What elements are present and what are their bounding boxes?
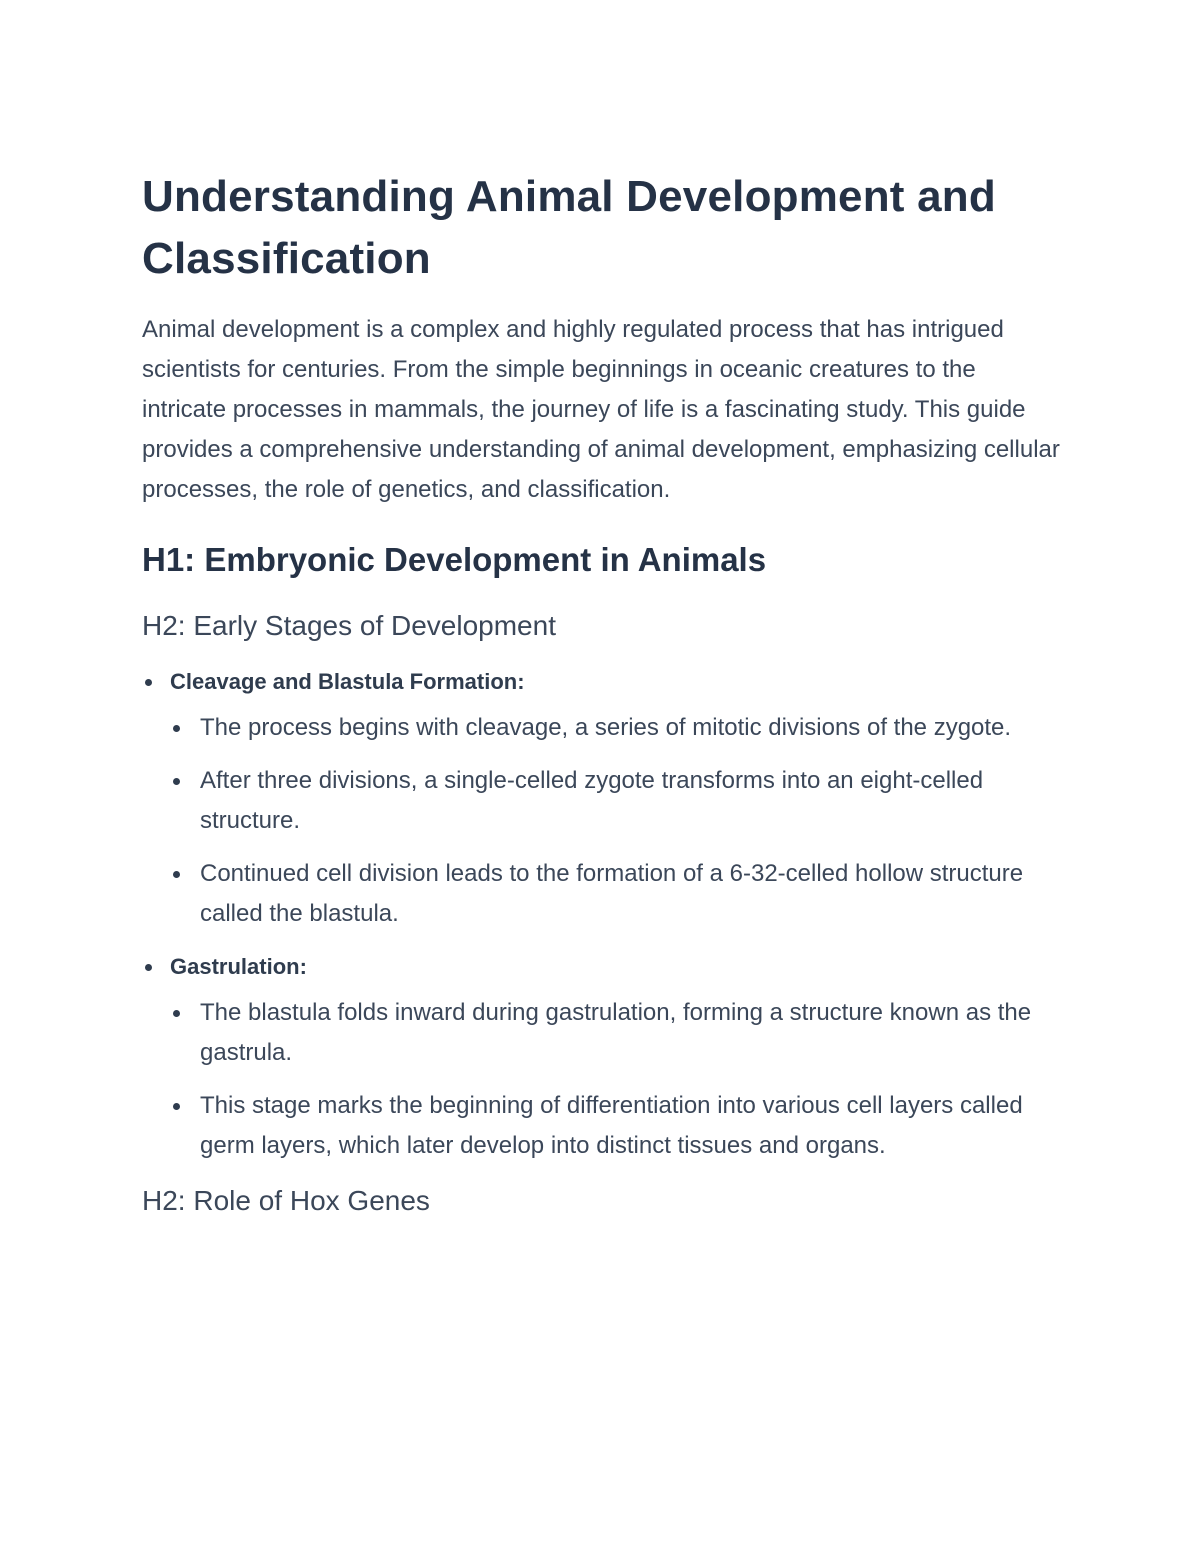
subsection-heading-early-stages: H2: Early Stages of Development	[142, 610, 556, 641]
subsection-heading-hox-genes: H2: Role of Hox Genes	[142, 1185, 430, 1216]
early-stages-list	[142, 662, 1062, 1166]
list-item-text: Continued cell division leads to the formation of a 6-32-celled hollow structure called the blastula.	[200, 860, 1024, 927]
list-item-text: After three divisions, a single-celled zygote transforms into an eight-celled structure.	[200, 767, 984, 834]
list-item	[170, 761, 1062, 841]
list-item-cleavage	[142, 662, 1062, 934]
bullet-icon	[173, 1010, 180, 1017]
bullet-icon	[173, 778, 180, 785]
document-page	[142, 166, 1062, 1223]
list-item-text: The blastula folds inward during gastrulation, forming a structure known as the gastrula.	[200, 999, 1032, 1066]
document-title: Understanding Animal Development and Classification	[142, 172, 996, 283]
bullet-icon	[173, 725, 180, 732]
section-heading-embryonic-development: H1: Embryonic Development in Animals	[142, 541, 767, 578]
list-item-label: Cleavage and Blastula Formation:	[170, 669, 525, 694]
bullet-icon	[173, 871, 180, 878]
list-item-text: The process begins with cleavage, a series of mitotic divisions of the zygote.	[200, 714, 1012, 741]
list-item	[170, 1086, 1062, 1166]
bullet-icon	[145, 964, 152, 971]
list-item-text: This stage marks the beginning of differentiation into various cell layers called germ layers, which later develop into distinct tissues and organs.	[200, 1092, 1023, 1159]
gastrulation-sublist	[170, 993, 1062, 1166]
list-item	[170, 993, 1062, 1073]
list-item-label: Gastrulation:	[170, 954, 307, 979]
bullet-icon	[173, 1103, 180, 1110]
list-item-gastrulation	[142, 947, 1062, 1166]
list-item	[170, 708, 1062, 748]
cleavage-sublist	[170, 708, 1062, 934]
list-item	[170, 854, 1062, 934]
bullet-icon	[145, 679, 152, 686]
intro-paragraph: Animal development is a complex and highly regulated process that has intrigued scientists for centuries. From the simple beginnings in oceanic creatures to the intricate processes in mammals, the journey of life is a fascinating study. This guide provides a comprehensive understanding of animal development, emphasizing cellular processes, the role of genetics, and classification.	[142, 316, 1060, 503]
